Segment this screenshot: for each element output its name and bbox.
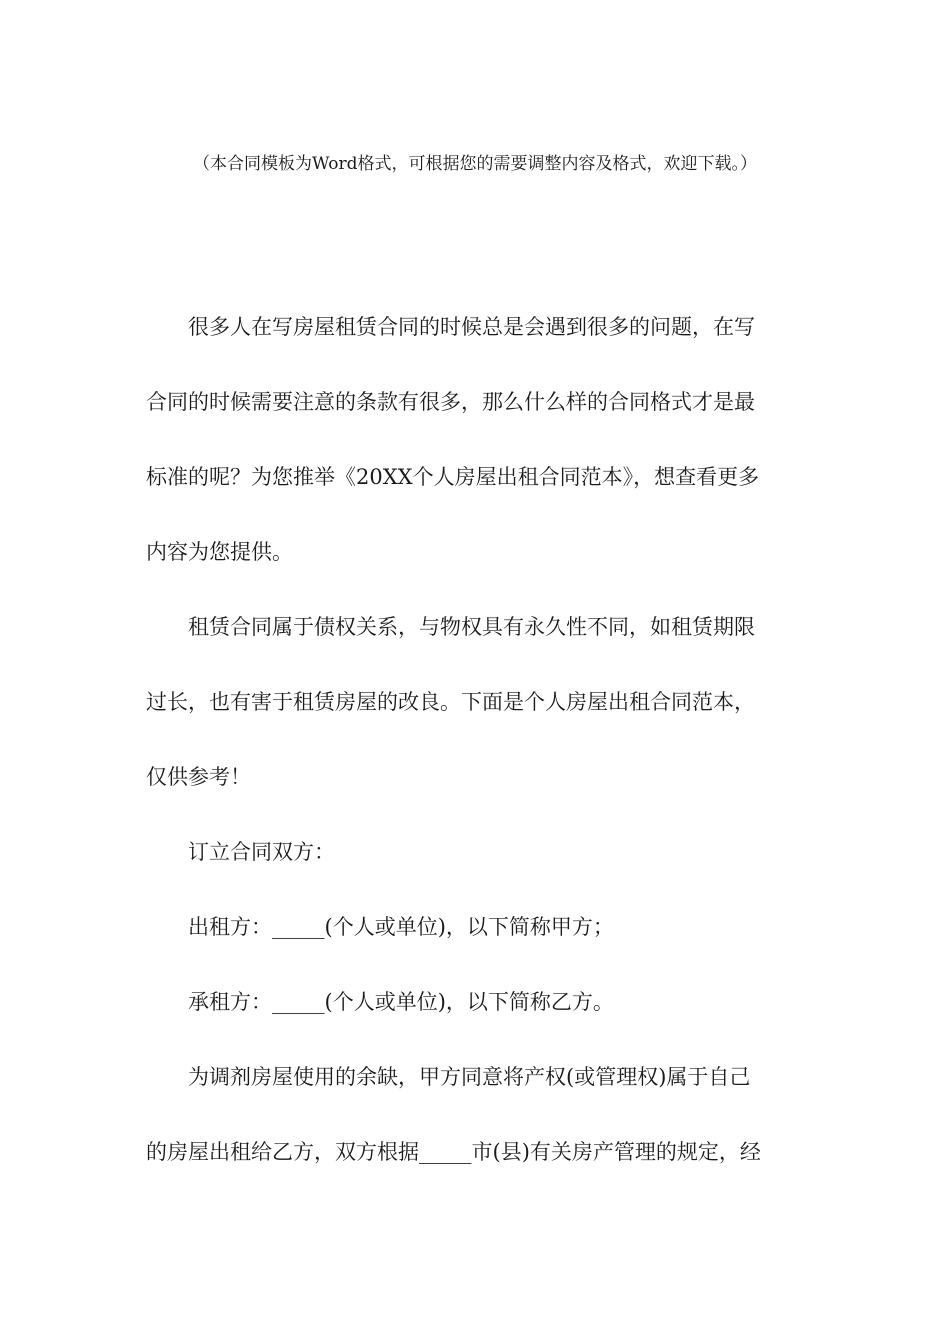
paragraph-intro	[146, 290, 806, 590]
paragraph-lease-nature	[146, 590, 806, 815]
paragraph-line: 订立合同双方：	[188, 840, 335, 864]
paragraph-agreement	[146, 1040, 806, 1190]
paragraph-line: 出租方：_____(个人或单位)，以下简称甲方；	[188, 915, 614, 939]
paragraph-lessee	[146, 965, 806, 1040]
template-note: （本合同模板为Word格式，可根据您的需要调整内容及格式，欢迎下载。）	[192, 154, 758, 174]
paragraph-line: 承租方：_____(个人或单位)，以下简称乙方。	[188, 990, 614, 1014]
paragraph-line: 租赁合同属于债权关系，与物权具有永久性不同，如租赁期限	[188, 615, 755, 639]
paragraph-line: 很多人在写房屋租赁合同的时候总是会遇到很多的问题，在写	[188, 315, 755, 339]
paragraph-line: 标准的呢？为您推举《20XX个人房屋出租合同范本》，想查看更多	[146, 465, 760, 489]
paragraph-parties-heading	[146, 815, 806, 890]
paragraph-line: 仅供参考！	[146, 765, 251, 789]
paragraph-line: 合同的时候需要注意的条款有很多，那么什么样的合同格式才是最	[146, 390, 755, 414]
paragraph-line: 的房屋出租给乙方，双方根据_____市(县)有关房产管理的规定，经	[146, 1140, 761, 1164]
paragraph-line: 为调剂房屋使用的余缺，甲方同意将产权(或管理权)属于自己	[188, 1065, 751, 1089]
document-body	[146, 290, 806, 1190]
paragraph-line: 内容为您提供。	[146, 540, 293, 564]
paragraph-line: 过长，也有害于租赁房屋的改良。下面是个人房屋出租合同范本，	[146, 690, 755, 714]
paragraph-lessor	[146, 890, 806, 965]
